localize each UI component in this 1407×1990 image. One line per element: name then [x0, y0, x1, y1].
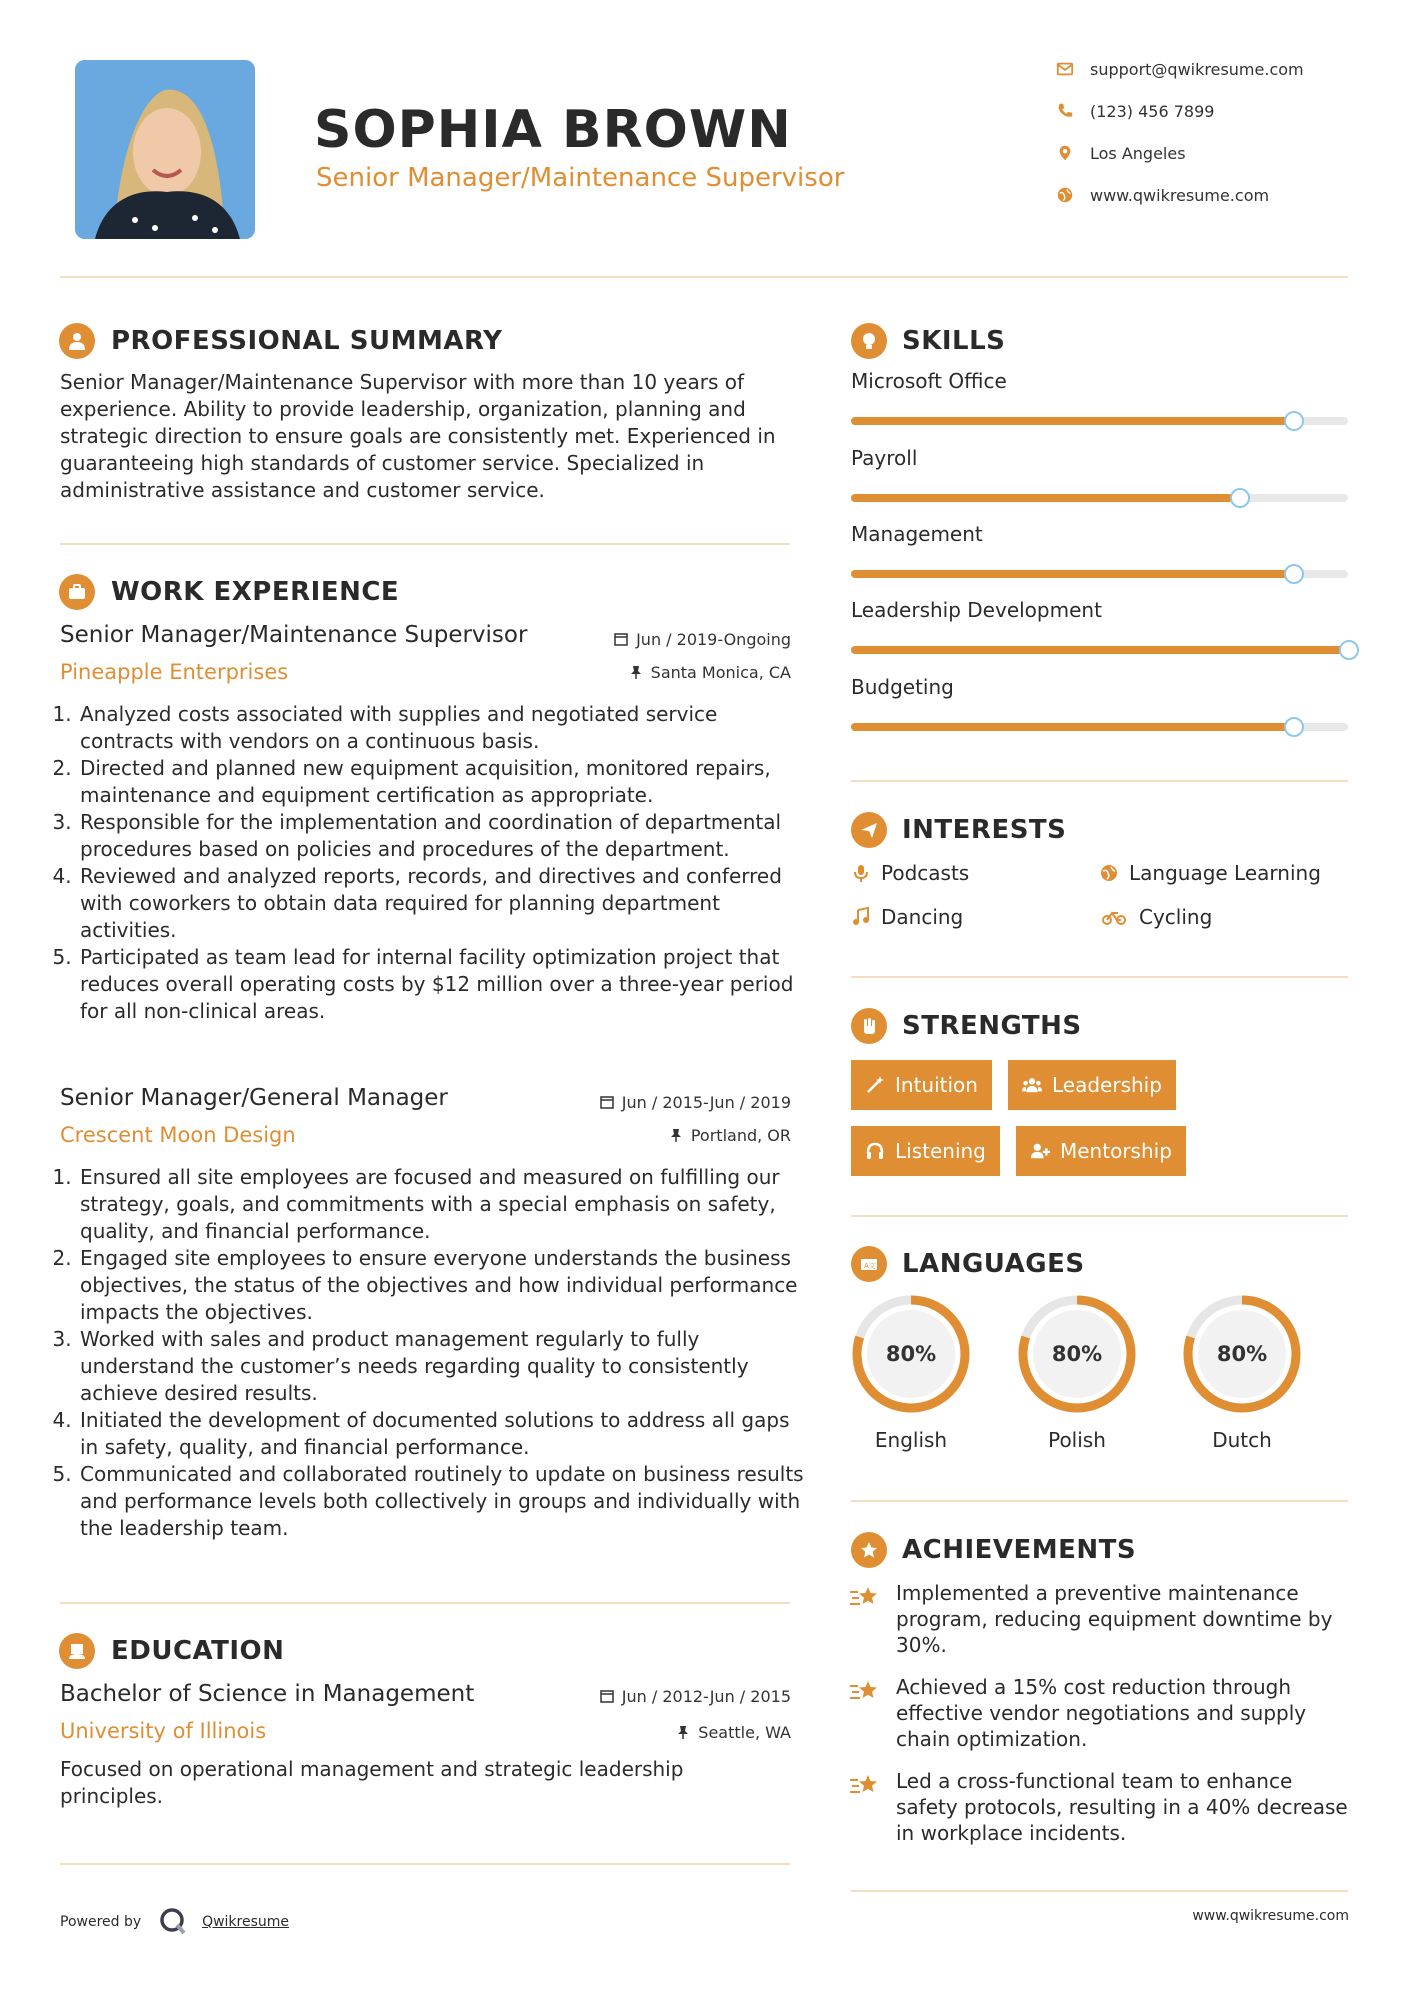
- job-dates-text: Jun / 2015-Jun / 2019: [621, 1093, 791, 1112]
- skill-bar: [851, 646, 1348, 654]
- star-trail-icon: [848, 1584, 882, 1612]
- microphone-icon: [851, 863, 871, 883]
- education-dates-text: Jun / 2012-Jun / 2015: [621, 1687, 791, 1706]
- languages-divider: [851, 1500, 1348, 1502]
- pushpin-icon: [629, 665, 643, 679]
- mail-icon: [1056, 60, 1074, 78]
- candidate-name: SOPHIA BROWN: [314, 100, 792, 160]
- job-location-text: Portland, OR: [690, 1126, 791, 1145]
- candidate-title: Senior Manager/Maintenance Supervisor: [316, 163, 845, 193]
- list-item: 1. Ensured all site employees are focused and measured on fulfilling our strategy, goals, and commitments with a special emphasis on safety, quality, and financial performance.: [78, 1164, 808, 1245]
- job-location: [669, 1126, 791, 1145]
- education-description: Focused on operational management and strategic leadership principles.: [60, 1757, 684, 1808]
- skill-bar-handle: [1284, 564, 1304, 584]
- paper-plane-icon: [851, 812, 887, 848]
- interest-item: [851, 905, 963, 929]
- language-item: [849, 1292, 973, 1452]
- achievement-text: Led a cross-functional team to enhance safety protocols, resulting in a 40% decrease in workplace incidents.: [896, 1769, 1348, 1845]
- skill-bar-fill: [851, 646, 1348, 654]
- briefcase-icon: [59, 574, 95, 610]
- interest-item: [1099, 861, 1321, 885]
- svg-text:A文: A文: [864, 1262, 876, 1270]
- strengths-divider: [851, 1215, 1348, 1217]
- achievement-item: [896, 1580, 1356, 1658]
- qwikresume-link[interactable]: Qwikresume: [202, 1914, 290, 1930]
- skill-bar-handle: [1230, 488, 1250, 508]
- list-item: 2. Engaged site employees to ensure everyone understands the business objectives, the status of the objectives and how individual performance impacts the objectives.: [78, 1245, 808, 1326]
- star-trail-icon: [848, 1772, 882, 1800]
- education-location-text: Seattle, WA: [698, 1723, 791, 1742]
- calendar-icon: [600, 1689, 614, 1703]
- languages-heading: LANGUAGES: [902, 1249, 1085, 1279]
- strength-label: Listening: [895, 1139, 986, 1163]
- achievement-item: [896, 1768, 1356, 1846]
- skill-bar: [851, 494, 1348, 502]
- education-heading: EDUCATION: [111, 1636, 285, 1666]
- qwikresume-logo-icon: [158, 1906, 188, 1936]
- language-item: [1180, 1292, 1304, 1452]
- strength-tag: [851, 1060, 992, 1110]
- globe-icon: [1099, 863, 1119, 883]
- skill-label: Microsoft Office: [851, 369, 1007, 393]
- experience-divider: [60, 1602, 790, 1604]
- list-item: 5. Communicated and collaborated routinely to update on business results and performance levels both collectively in groups and individually with the leadership team.: [78, 1461, 808, 1542]
- calendar-icon: [614, 632, 628, 646]
- interest-item: [1099, 905, 1212, 929]
- user-plus-icon: [1030, 1141, 1050, 1161]
- achievement-item: [896, 1674, 1356, 1752]
- contact-website-text: www.qwikresume.com: [1090, 186, 1270, 205]
- education-divider: [60, 1863, 790, 1865]
- list-item: 4. Initiated the development of documented solutions to address all gaps in safety, quality, and financial performance.: [78, 1407, 808, 1461]
- skill-bar-fill: [851, 494, 1239, 502]
- skill-bar-fill: [851, 570, 1293, 578]
- job-dates: [600, 1093, 791, 1112]
- lightbulb-icon: [851, 323, 887, 359]
- skill-bar-fill: [851, 723, 1293, 731]
- language-name: Polish: [1048, 1428, 1106, 1452]
- job-location: [629, 663, 791, 682]
- education-location: [676, 1723, 791, 1742]
- hand-icon: [851, 1008, 887, 1044]
- globe-icon: [1056, 186, 1074, 204]
- user-icon: [59, 323, 95, 359]
- language-percent: 80%: [1051, 1342, 1103, 1366]
- strengths-heading: STRENGTHS: [902, 1011, 1082, 1041]
- list-item: 5. Participated as team lead for internal facility optimization project that reduces overall operating costs by $12 million over a three-year period for all non-clinical areas.: [78, 944, 808, 1025]
- music-note-icon: [851, 907, 871, 927]
- list-item: 1. Analyzed costs associated with supplies and negotiated service contracts with vendors on a continuous basis.: [78, 701, 808, 755]
- skill-bar-handle: [1284, 717, 1304, 737]
- skill-bar-handle: [1284, 411, 1304, 431]
- summary-text: Senior Manager/Maintenance Supervisor with more than 10 years of experience. Ability to provide leadership, organization, planning and strategic direction to ensure goals are consistently met. Experienced in guaranteeing high standards of customer service. Specialized in administrative assistance and customer service.: [60, 370, 776, 502]
- strength-label: Mentorship: [1060, 1139, 1172, 1163]
- language-card-icon: [851, 1246, 887, 1282]
- language-name: English: [874, 1428, 948, 1452]
- skills-divider: [851, 780, 1348, 782]
- calendar-icon: [600, 1095, 614, 1109]
- summary-divider: [60, 543, 790, 545]
- headphones-icon: [865, 1141, 885, 1161]
- skill-bar: [851, 570, 1348, 578]
- contact-phone-text: (123) 456 7899: [1090, 102, 1215, 121]
- star-badge-icon: [851, 1532, 887, 1568]
- skill-label: Payroll: [851, 446, 918, 470]
- skill-bar-fill: [851, 417, 1293, 425]
- education-dates: [600, 1687, 791, 1706]
- contact-location-text: Los Angeles: [1090, 144, 1186, 163]
- job-location-text: Santa Monica, CA: [650, 663, 791, 682]
- language-percent: 80%: [1216, 1342, 1268, 1366]
- users-icon: [1022, 1075, 1042, 1095]
- list-item: 3. Worked with sales and product management regularly to fully understand the customer’s needs regarding quality to consistently achieve desired results.: [78, 1326, 808, 1407]
- skill-bar-handle: [1339, 640, 1359, 660]
- phone-icon: [1056, 102, 1074, 120]
- strength-tag: [851, 1126, 1000, 1176]
- strength-label: Intuition: [895, 1073, 978, 1097]
- bicycle-icon: [1099, 907, 1129, 927]
- skills-heading: SKILLS: [902, 326, 1006, 356]
- graduation-icon: [59, 1633, 95, 1669]
- school-name: University of Illinois: [60, 1719, 267, 1743]
- strength-label: Leadership: [1052, 1073, 1162, 1097]
- skill-label: Management: [851, 522, 983, 546]
- language-percent: 80%: [885, 1342, 937, 1366]
- summary-heading: PROFESSIONAL SUMMARY: [111, 326, 503, 356]
- powered-by-text: Powered by: [60, 1914, 142, 1930]
- interests-heading: INTERESTS: [902, 815, 1067, 845]
- job-company: Crescent Moon Design: [60, 1123, 296, 1147]
- strength-tag: [1008, 1060, 1176, 1110]
- location-pin-icon: [1056, 144, 1074, 162]
- achievements-heading: ACHIEVEMENTS: [902, 1535, 1137, 1565]
- job-dates-text: Jun / 2019-Ongoing: [636, 630, 791, 649]
- achievement-text: Achieved a 15% cost reduction through effective vendor negotiations and supply chain optimization.: [896, 1675, 1307, 1751]
- list-item: 4. Reviewed and analyzed reports, records, and directives and conferred with coworkers to obtain data required for planning department activities.: [78, 863, 808, 944]
- footer-url[interactable]: www.qwikresume.com: [1192, 1908, 1349, 1924]
- contact-email-text: support@qwikresume.com: [1090, 60, 1304, 79]
- interest-label: Cycling: [1139, 905, 1213, 929]
- skill-bar: [851, 417, 1348, 425]
- job-title: Senior Manager/General Manager: [60, 1085, 448, 1111]
- footer-powered-by: [60, 1906, 289, 1936]
- interest-item: [851, 861, 969, 885]
- job-dates: [614, 630, 791, 649]
- pushpin-icon: [669, 1128, 683, 1142]
- language-name: Dutch: [1212, 1428, 1272, 1452]
- skill-bar: [851, 723, 1348, 731]
- interest-label: Podcasts: [881, 861, 970, 885]
- experience-heading: WORK EXPERIENCE: [111, 577, 400, 607]
- achievements-divider: [851, 1890, 1348, 1892]
- pushpin-icon: [676, 1725, 690, 1739]
- profile-photo: [75, 60, 255, 239]
- job-company: Pineapple Enterprises: [60, 660, 289, 684]
- achievement-text: Implemented a preventive maintenance program, reducing equipment downtime by 30%.: [896, 1581, 1333, 1657]
- skill-label: Budgeting: [851, 675, 954, 699]
- skill-label: Leadership Development: [851, 598, 1102, 622]
- strength-tag: [1016, 1126, 1186, 1176]
- interest-label: Language Learning: [1129, 861, 1321, 885]
- star-trail-icon: [848, 1678, 882, 1706]
- interests-divider: [851, 976, 1348, 978]
- header-divider: [60, 276, 1348, 278]
- language-item: [1015, 1292, 1139, 1452]
- list-item: 3. Responsible for the implementation and coordination of departmental procedures based on policies and procedures of the department.: [78, 809, 808, 863]
- interest-label: Dancing: [881, 905, 964, 929]
- degree-title: Bachelor of Science in Management: [60, 1681, 475, 1707]
- job-bullets: [60, 1164, 808, 1542]
- job-title: Senior Manager/Maintenance Supervisor: [60, 622, 528, 648]
- list-item: 2. Directed and planned new equipment acquisition, monitored repairs, maintenance and equipment certification as appropriate.: [78, 755, 808, 809]
- magic-wand-icon: [865, 1075, 885, 1095]
- job-bullets: [60, 701, 808, 1025]
